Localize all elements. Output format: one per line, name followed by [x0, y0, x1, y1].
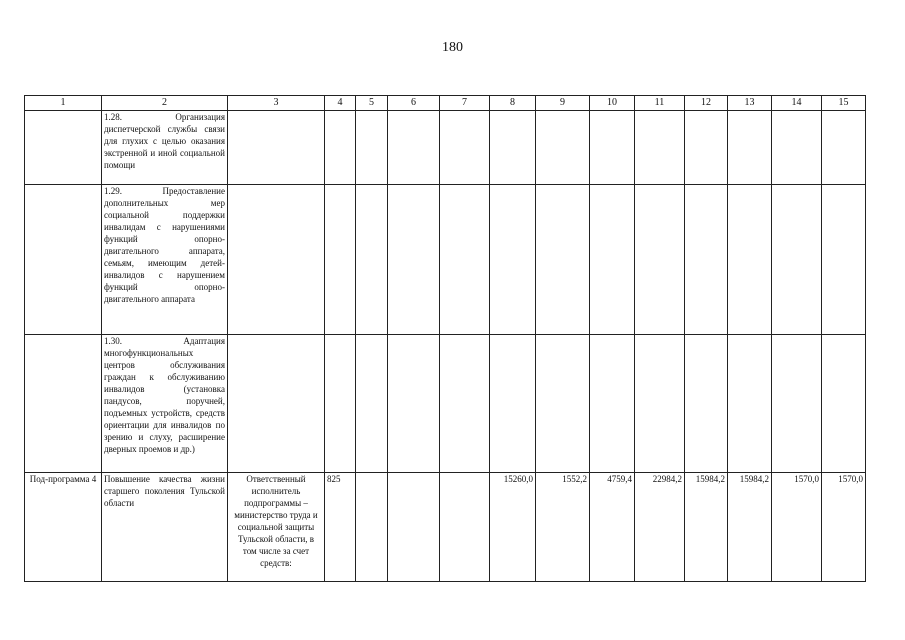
value-cell — [440, 185, 490, 335]
value-cell — [685, 335, 728, 473]
value-cell — [490, 185, 536, 335]
header-cell: 2 — [102, 96, 228, 111]
value-cell — [635, 185, 685, 335]
value-cell — [490, 335, 536, 473]
header-cell: 15 — [822, 96, 866, 111]
value-cell — [388, 473, 440, 582]
value-cell — [728, 185, 772, 335]
row-label-cell — [25, 335, 102, 473]
value-cell — [440, 335, 490, 473]
value-cell — [685, 185, 728, 335]
value-cell — [635, 111, 685, 185]
value-cell — [490, 111, 536, 185]
value-cell — [822, 111, 866, 185]
table-row — [25, 185, 866, 335]
value-cell — [772, 335, 822, 473]
executor-cell — [228, 335, 325, 473]
value-cell: 4759,4 — [590, 473, 635, 582]
header-cell: 4 — [325, 96, 356, 111]
header-cell: 5 — [356, 96, 388, 111]
value-cell — [590, 185, 635, 335]
code-cell — [325, 185, 356, 335]
header-row — [25, 96, 866, 111]
header-cell: 6 — [388, 96, 440, 111]
value-cell — [356, 473, 388, 582]
value-cell: 15984,2 — [685, 473, 728, 582]
code-cell — [325, 335, 356, 473]
executor-cell — [228, 185, 325, 335]
header-cell: 11 — [635, 96, 685, 111]
value-cell — [536, 185, 590, 335]
table-row — [25, 111, 866, 185]
measure-name-cell: 1.28. Организация диспетчерской службы связи для глухих с целью оказания экстренной и иной социальной помощи — [102, 111, 228, 185]
value-cell — [728, 335, 772, 473]
program-table — [24, 95, 866, 582]
header-cell: 8 — [490, 96, 536, 111]
value-cell: 1570,0 — [822, 473, 866, 582]
table-row — [25, 473, 866, 582]
measure-name-cell: 1.30. Адаптация многофункциональных центров обслуживания граждан к обслуживанию инвалидов (установка пандусов, поручней, подъемных устройств, средств ориентации для инвалидов по зрению и слуху, расширение дверных проемов и др.) — [102, 335, 228, 473]
row-label-cell — [25, 185, 102, 335]
value-cell — [590, 335, 635, 473]
value-cell — [728, 111, 772, 185]
code-cell — [325, 111, 356, 185]
value-cell: 15260,0 — [490, 473, 536, 582]
value-cell — [772, 111, 822, 185]
subprogram-label-cell: Под-программа 4 — [25, 473, 102, 582]
measure-name-cell: Повышение качества жизни старшего поколения Тульской области — [102, 473, 228, 582]
value-cell — [590, 111, 635, 185]
header-cell: 3 — [228, 96, 325, 111]
value-cell — [356, 335, 388, 473]
value-cell: 15984,2 — [728, 473, 772, 582]
code-cell: 825 — [325, 473, 356, 582]
measure-name-cell: 1.29. Предоставление дополнительных мер социальной поддержки инвалидам с нарушениями функций опорно-двигательного аппарата, семьям, имеющим детей-инвалидов с нарушением функций опорно-двигательного аппарата — [102, 185, 228, 335]
executor-cell: Ответственный исполнитель подпрограммы – министерство труда и социальной защиты Тульской области, в том числе за счет средств: — [228, 473, 325, 582]
executor-cell — [228, 111, 325, 185]
value-cell — [536, 335, 590, 473]
value-cell: 22984,2 — [635, 473, 685, 582]
value-cell: 1552,2 — [536, 473, 590, 582]
page-number: 180 — [442, 40, 463, 55]
value-cell — [356, 111, 388, 185]
row-label-cell — [25, 111, 102, 185]
value-cell: 1570,0 — [772, 473, 822, 582]
value-cell — [635, 335, 685, 473]
value-cell — [388, 111, 440, 185]
value-cell — [440, 111, 490, 185]
value-cell — [356, 185, 388, 335]
header-cell: 10 — [590, 96, 635, 111]
header-cell: 7 — [440, 96, 490, 111]
value-cell — [536, 111, 590, 185]
header-cell: 1 — [25, 96, 102, 111]
header-cell: 9 — [536, 96, 590, 111]
value-cell — [772, 185, 822, 335]
value-cell — [822, 335, 866, 473]
header-cell: 13 — [728, 96, 772, 111]
table-row — [25, 335, 866, 473]
value-cell — [388, 335, 440, 473]
header-cell: 14 — [772, 96, 822, 111]
value-cell — [685, 111, 728, 185]
value-cell — [388, 185, 440, 335]
value-cell — [822, 185, 866, 335]
value-cell — [440, 473, 490, 582]
header-cell: 12 — [685, 96, 728, 111]
